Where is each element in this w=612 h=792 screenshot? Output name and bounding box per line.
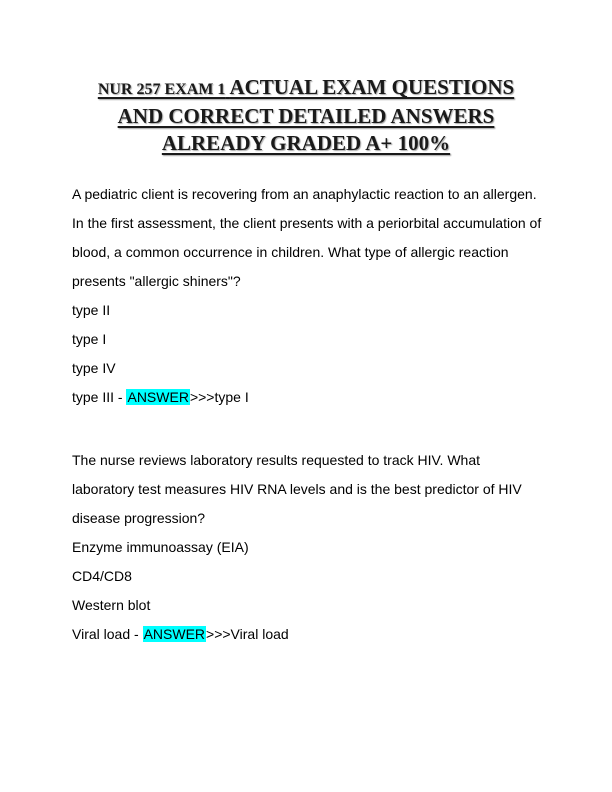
question-text: The nurse reviews laboratory results requested to track HIV. What laboratory test measures HIV RNA levels and is the best predictor of HIV disease progression? bbox=[72, 452, 522, 526]
title-line-1-rest: ACTUAL EXAM QUESTIONS bbox=[229, 75, 515, 99]
answer-option: type III bbox=[72, 389, 115, 405]
question-block-2 bbox=[72, 446, 544, 649]
question-block-1 bbox=[72, 180, 544, 412]
answer-option: type IV bbox=[72, 360, 116, 376]
title-line-2: AND CORRECT DETAILED ANSWERS bbox=[117, 104, 495, 128]
correct-answer: >>>type I bbox=[189, 389, 249, 405]
answer-option: Viral load bbox=[72, 626, 131, 642]
title-prefix: NUR 257 EXAM 1 bbox=[97, 81, 226, 98]
answer-option: type II bbox=[72, 302, 111, 318]
title-line-3: ALREADY GRADED A+ 100% bbox=[161, 131, 451, 155]
correct-answer: >>>Viral load bbox=[206, 626, 289, 642]
document-title bbox=[60, 74, 552, 157]
question-text: A pediatric client is recovering from an anaphylactic reaction to an allergen. In the first assessment, the client presents with a periorbital accumulation of blood, a common occurrence in children. What type of allergic reaction presents "allergic shiners"? bbox=[72, 186, 542, 289]
answer-option: Enzyme immunoassay (EIA) bbox=[72, 539, 249, 555]
answer-separator: - bbox=[114, 389, 127, 405]
answer-option: type I bbox=[72, 331, 107, 347]
answer-line bbox=[72, 383, 544, 412]
answer-option: Western blot bbox=[72, 597, 151, 613]
title-line-1 bbox=[60, 74, 552, 103]
answer-option: CD4/CD8 bbox=[72, 568, 132, 584]
answer-label-highlight: ANSWER bbox=[143, 626, 206, 642]
answer-separator: - bbox=[130, 626, 143, 642]
answer-line bbox=[72, 620, 544, 649]
answer-label-highlight: ANSWER bbox=[127, 389, 189, 405]
